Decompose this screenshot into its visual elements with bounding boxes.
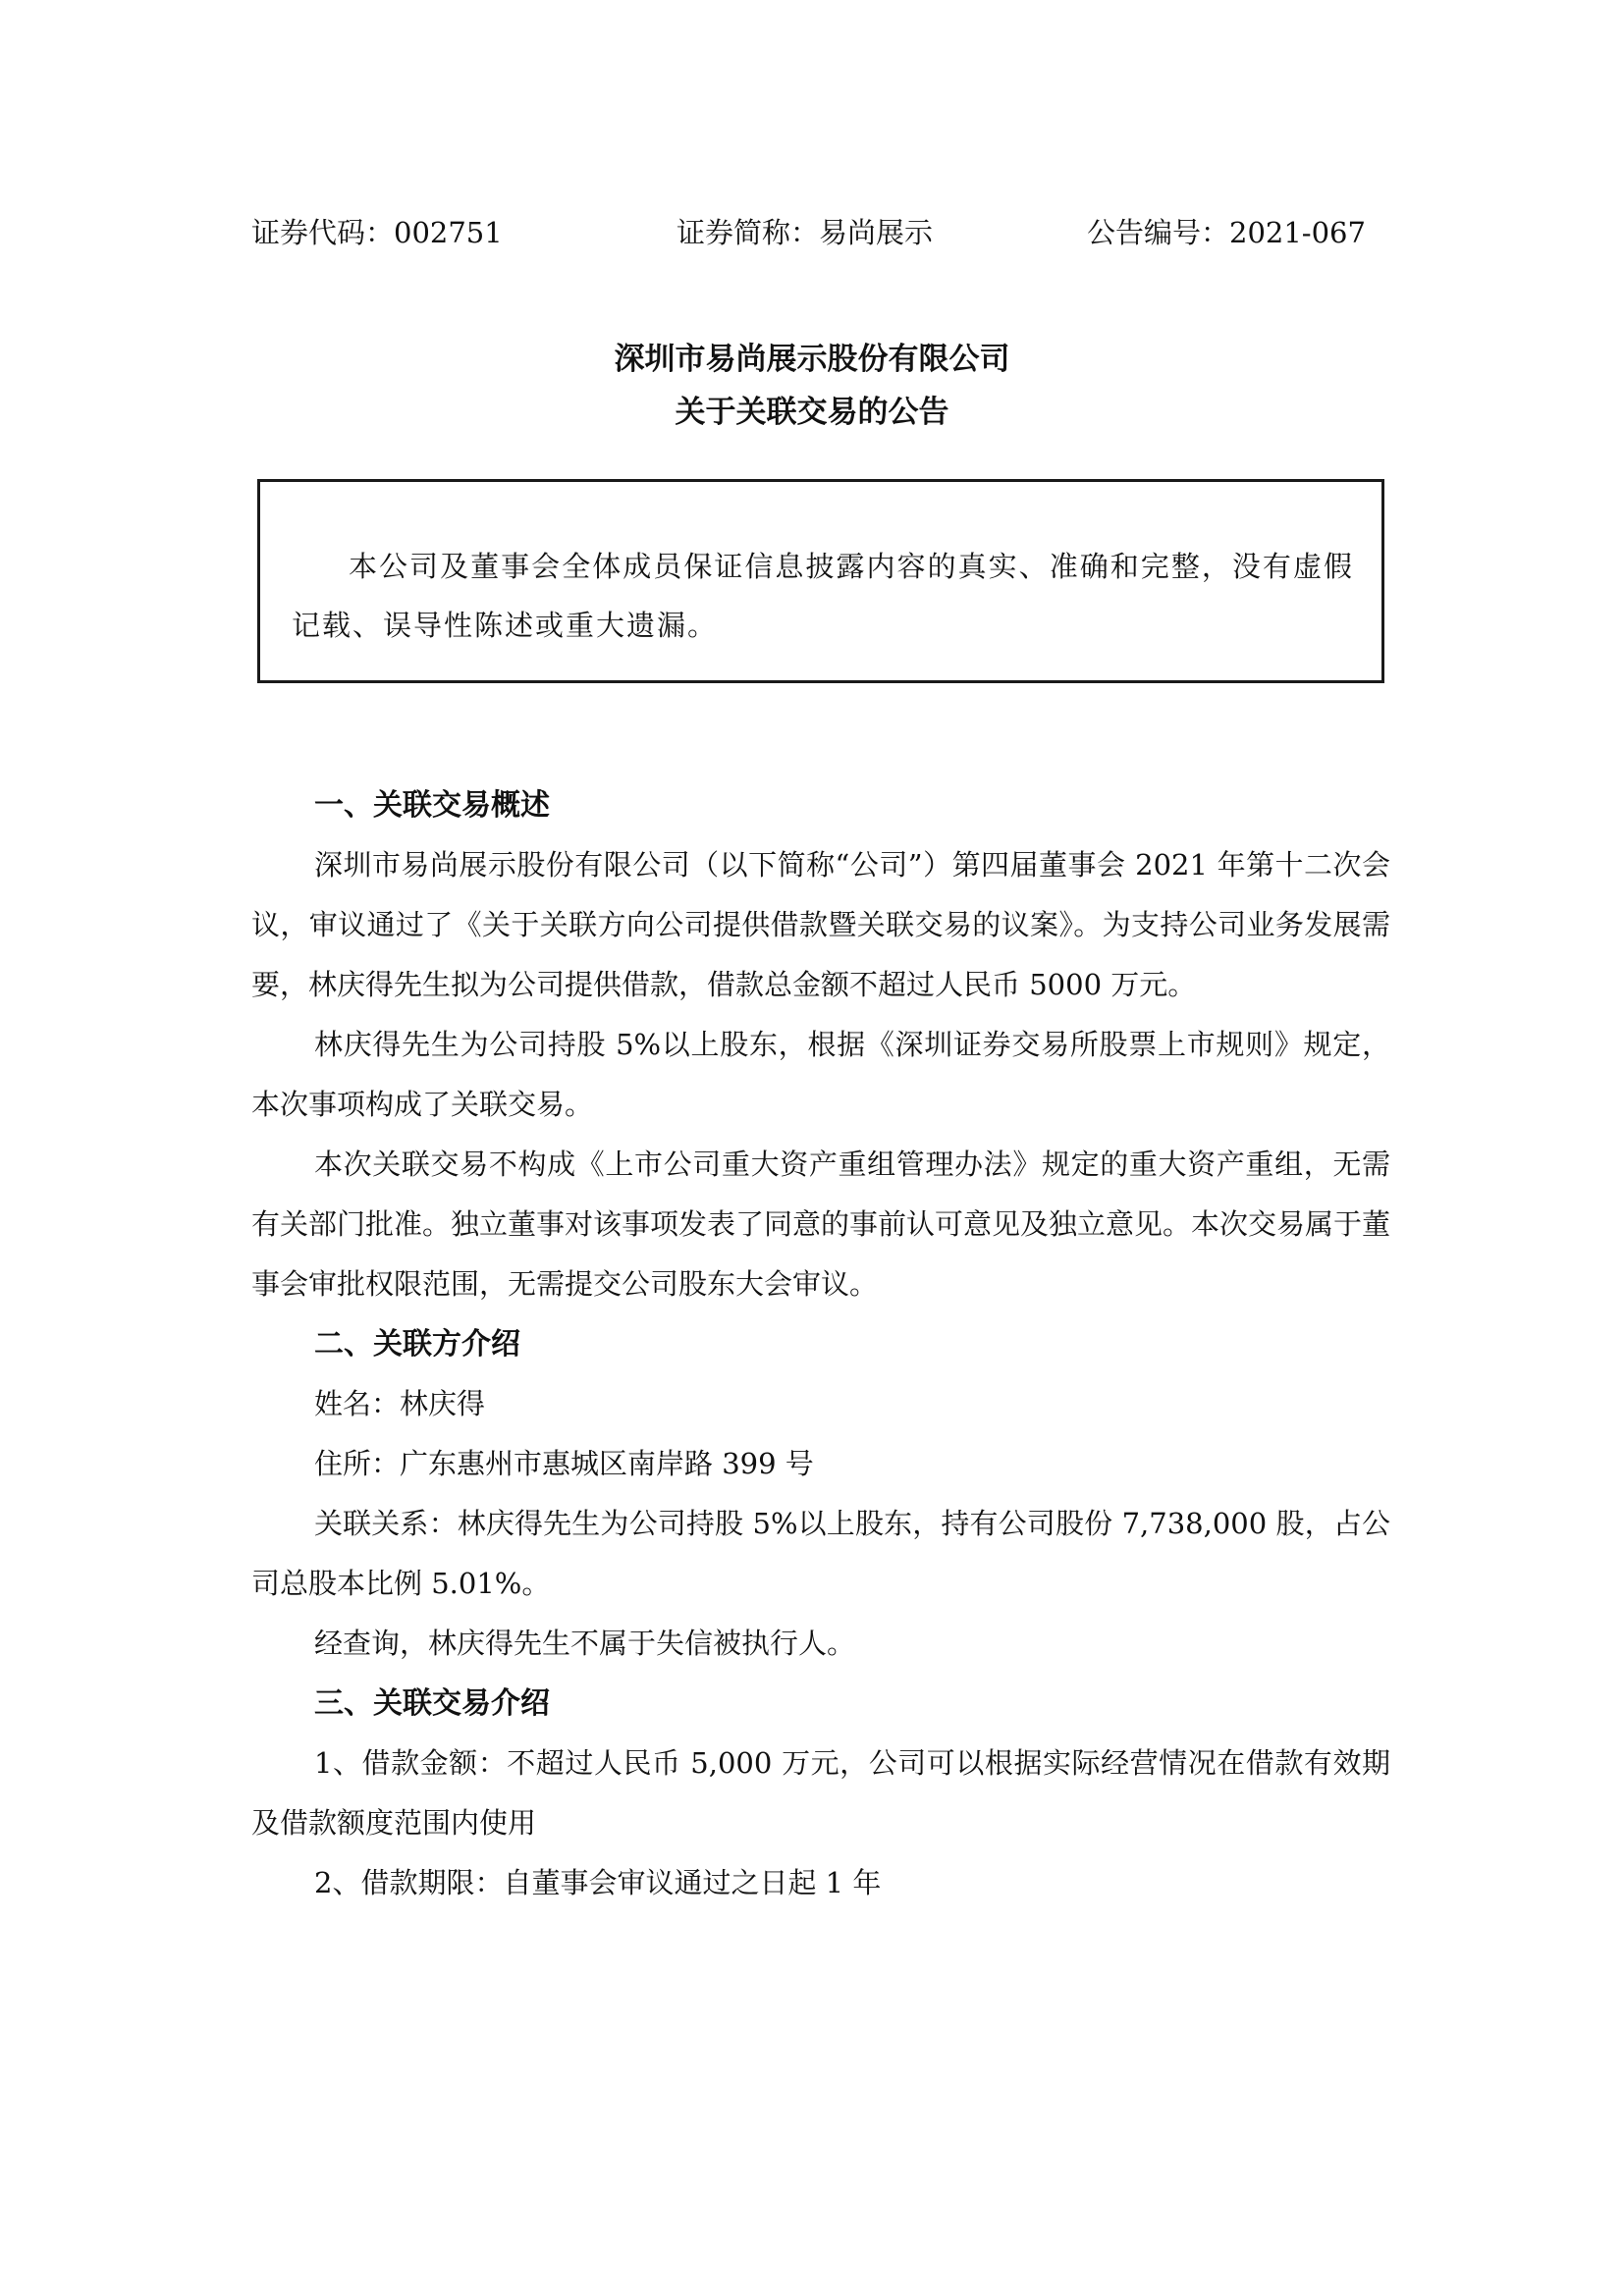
paragraph: 本次关联交易不构成《上市公司重大资产重组管理办法》规定的重大资产重组，无需有关部门批准。独立董事对该事项发表了同意的事前认可意见及独立意见。本次交易属于董事会审批权限范围，无需提交公司股东大会审议。 — [251, 1148, 1391, 1301]
stock-code: 证券代码：002751 — [251, 216, 503, 249]
notice-number: 公告编号：2021-067 — [1087, 216, 1366, 249]
paragraph: 1、借款金额：不超过人民币 5,000 万元，公司可以根据实际经营情况在借款有效期及借款额度范围内使用 — [251, 1746, 1390, 1840]
announcement-body — [251, 775, 1390, 1913]
paragraph: 住所：广东惠州市惠城区南岸路 399 号 — [314, 1447, 814, 1480]
paragraph: 深圳市易尚展示股份有限公司（以下简称“公司”）第四届董事会 2021 年第十二次会议，审议通过了《关于关联方向公司提供借款暨关联交易的议案》。为支持公司业务发展需要，林庆得先生拟为公司提供借款，借款总金额不超过人民币 5000 万元。 — [251, 848, 1390, 1001]
paragraph: 林庆得先生为公司持股 5%以上股东，根据《深圳证券交易所股票上市规则》规定，本次事项构成了关联交易。 — [251, 1028, 1390, 1121]
paragraph: 姓名：林庆得 — [314, 1387, 486, 1420]
section-heading-transaction: 三、关联交易介绍 — [314, 1686, 550, 1721]
section-heading-related-party: 二、关联方介绍 — [314, 1327, 520, 1362]
section-heading-overview: 一、关联交易概述 — [314, 788, 550, 823]
announcement-title: 关于关联交易的公告 — [675, 395, 949, 430]
paragraph: 关联关系：林庆得先生为公司持股 5%以上股东，持有公司股份 7,738,000 股，占公司总股本比例 5.01%。 — [251, 1507, 1390, 1600]
paragraph: 经查询，林庆得先生不属于失信被执行人。 — [314, 1627, 856, 1660]
announcement-header — [251, 208, 1386, 257]
stock-short-name: 证券简称：易尚展示 — [677, 216, 934, 249]
company-title: 深圳市易尚展示股份有限公司 — [614, 342, 1010, 377]
disclaimer-box — [257, 479, 1384, 683]
paragraph: 2、借款期限：自董事会审议通过之日起 1 年 — [314, 1866, 882, 1899]
disclaimer-text: 本公司及董事会全体成员保证信息披露内容的真实、准确和完整，没有虚假记载、误导性陈述或重大遗漏。 — [292, 550, 1354, 642]
